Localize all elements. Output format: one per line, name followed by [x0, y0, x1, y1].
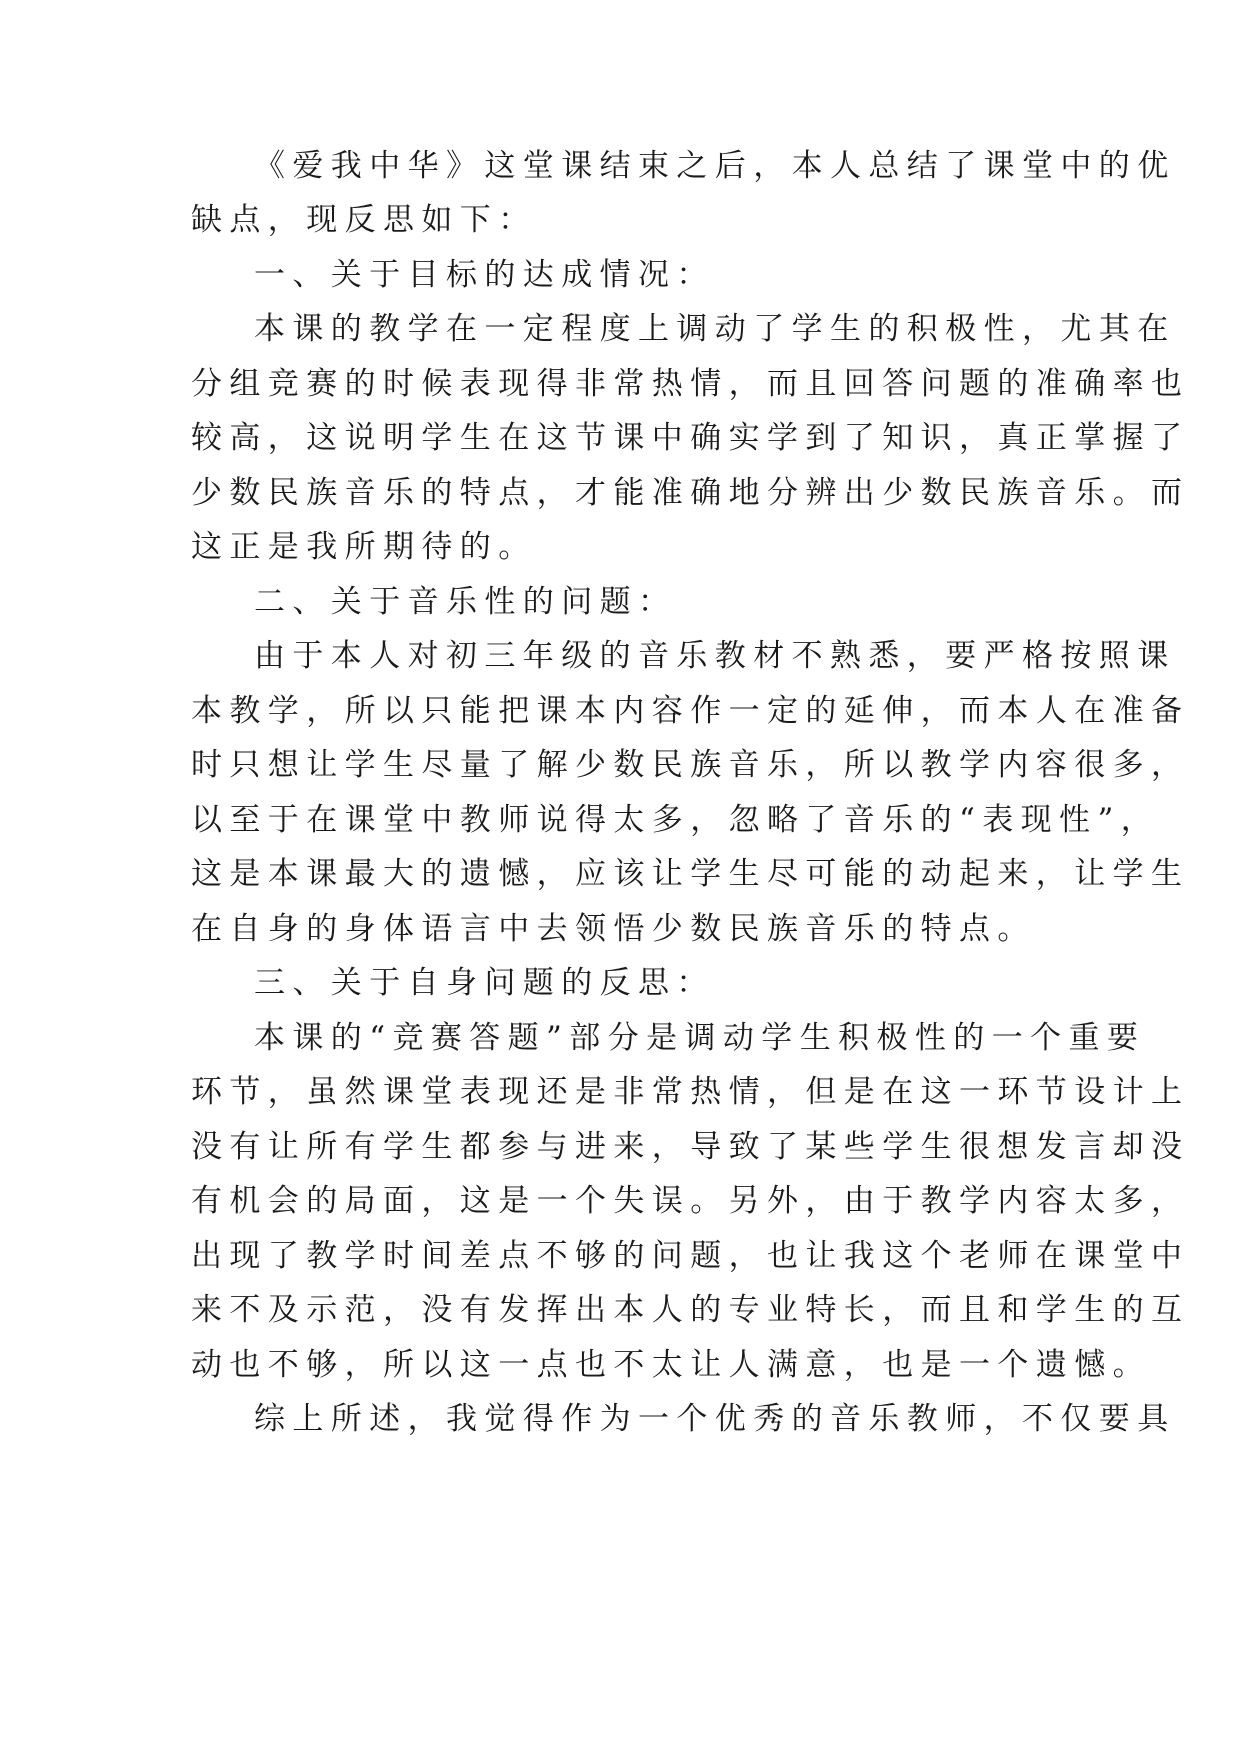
paragraph-line: 时只想让学生尽量了解少数民族音乐，所以教学内容很多，	[191, 747, 1190, 783]
paragraph-line: 出现了教学时间差点不够的问题，也让我这个老师在课堂中	[191, 1238, 1190, 1274]
paragraph-line: 有机会的局面，这是一个失误。另外，由于教学内容太多，	[191, 1183, 1190, 1219]
paragraph-line: 这是本课最大的遗憾，应该让学生尽可能的动起来，让学生	[191, 856, 1190, 892]
paragraph-line: 来不及示范，没有发挥出本人的专业特长，而且和学生的互	[191, 1292, 1190, 1328]
paragraph-line: 综上所述，我觉得作为一个优秀的音乐教师，不仅要具	[254, 1401, 1176, 1437]
paragraph-line: 本课的“竞赛答题”部分是调动学生积极性的一个重要	[254, 1020, 1146, 1056]
paragraph-line: 动也不够，所以这一点也不太让人满意，也是一个遗憾。	[191, 1347, 1151, 1383]
section-heading: 二、关于音乐性的问题：	[254, 584, 677, 620]
paragraph-line: 环节，虽然课堂表现还是非常热情，但是在这一环节设计上	[191, 1074, 1190, 1110]
section-heading: 一、关于目标的达成情况：	[254, 257, 715, 293]
paragraph-line: 少数民族音乐的特点，才能准确地分辨出少数民族音乐。而	[191, 475, 1190, 511]
paragraph-line: 较高，这说明学生在这节课中确实学到了知识，真正掌握了	[191, 420, 1190, 456]
paragraph-line: 这正是我所期待的。	[191, 529, 537, 565]
paragraph-line: 分组竞赛的时候表现得非常热情，而且回答问题的准确率也	[191, 366, 1190, 402]
paragraph-line: 缺点，现反思如下：	[191, 202, 537, 238]
paragraph-line: 以至于在课堂中教师说得太多，忽略了音乐的“表现性”，	[191, 802, 1160, 838]
section-heading: 三、关于自身问题的反思：	[254, 965, 715, 1001]
paragraph-line: 本课的教学在一定程度上调动了学生的积极性，尤其在	[254, 311, 1176, 347]
paragraph-line: 没有让所有学生都参与进来，导致了某些学生很想发言却没	[191, 1129, 1190, 1165]
paragraph-line: 由于本人对初三年级的音乐教材不熟悉，要严格按照课	[254, 638, 1176, 674]
paragraph-line: 《爱我中华》这堂课结束之后，本人总结了课堂中的优	[254, 148, 1176, 184]
paragraph-line: 在自身的身体语言中去领悟少数民族音乐的特点。	[191, 911, 1036, 947]
paragraph-line: 本教学，所以只能把课本内容作一定的延伸，而本人在准备	[191, 693, 1190, 729]
